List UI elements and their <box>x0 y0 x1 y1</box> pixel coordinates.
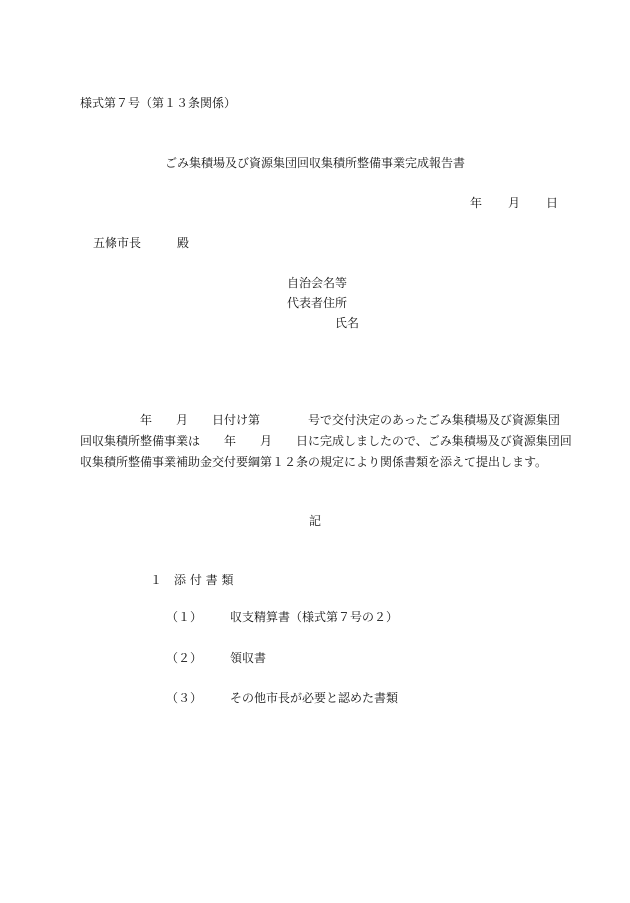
document-title: ごみ集積場及び資源集団回収集積所整備事業完成報告書 <box>164 156 465 170</box>
body-text <box>80 413 572 476</box>
body-line-1: 年 月 日付け第 号で交付決定のあったごみ集積場及び資源集団 <box>80 413 560 427</box>
attachment-text: その他市長が必要と認めた書類 <box>230 691 399 705</box>
attachment-text: 領収書 <box>230 651 267 665</box>
sender-name-label: 氏名 <box>335 316 360 330</box>
addressee: 五條市長 殿 <box>93 236 190 250</box>
body-line-2: 回収集積所整備事業は 年 月 日に完成しましたので、ごみ集積場及び資源集団回 <box>80 434 572 448</box>
form-number: 様式第７号（第１３条関係） <box>80 96 237 110</box>
attachments-heading: １ 添 付 書 類 <box>150 573 234 587</box>
attachment-number: （２） <box>166 651 203 665</box>
attachment-item-2 <box>166 651 266 665</box>
date-day: 日 <box>546 196 559 210</box>
attachment-number: （１） <box>166 610 203 624</box>
sender-org-label: 自治会名等 <box>287 276 348 290</box>
date-year: 年 <box>470 196 483 210</box>
attachment-number: （３） <box>166 691 203 705</box>
date-line <box>470 196 558 210</box>
date-month: 月 <box>508 196 521 210</box>
attachment-item-1 <box>166 610 398 624</box>
attachment-item-3 <box>166 691 398 705</box>
body-line-3: 収集積所整備事業補助金交付要綱第１２条の規定により関係書類を添えて提出します。 <box>80 455 548 469</box>
ki-label: 記 <box>308 514 321 528</box>
attachment-text: 収支精算書（様式第７号の２） <box>230 610 399 624</box>
sender-address-label: 代表者住所 <box>287 296 348 310</box>
sender-block <box>287 276 359 336</box>
